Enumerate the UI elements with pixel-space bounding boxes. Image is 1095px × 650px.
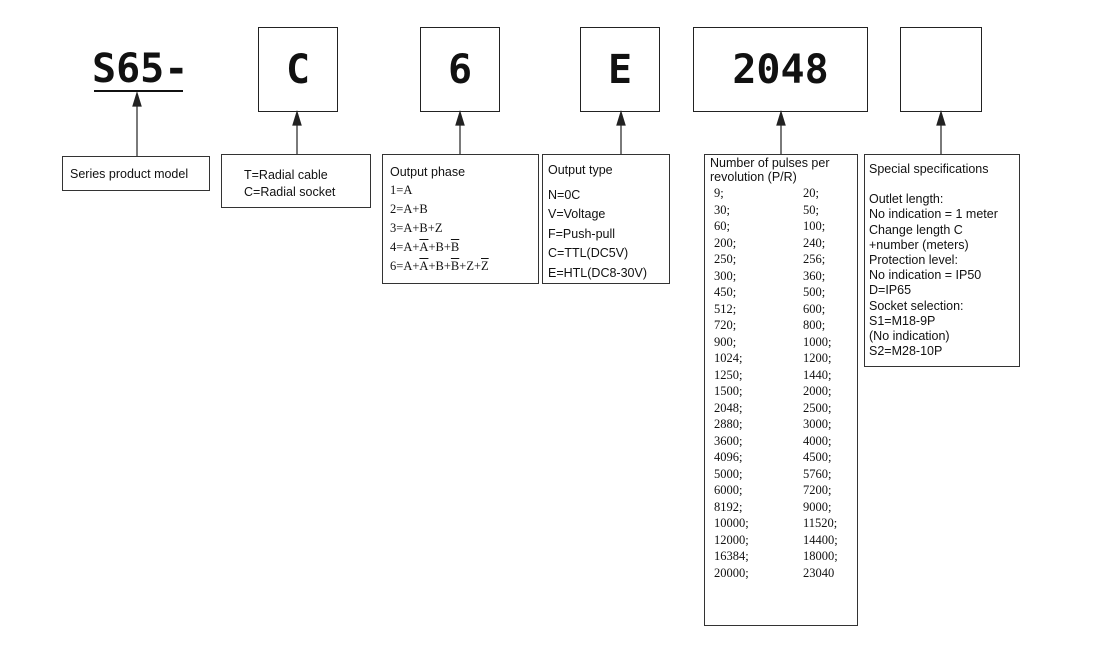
signal-term: B [435,258,444,273]
pulse-value: 12000; [714,532,749,547]
output-phase-title: Output phase [390,165,466,179]
pulse-value: 1500; [714,384,743,398]
model-prefix: S65- [92,46,189,92]
pulse-value: 600; [803,301,826,316]
special-spec-line: Protection level: [869,253,958,268]
special-spec-line: D=IP65 [869,283,912,298]
code-box-special [900,27,982,112]
pulse-value: 2880; [714,417,743,431]
pulse-value: 14400; [803,532,838,547]
special-spec-line: +number (meters) [869,237,969,252]
output-type-title: Output type [548,163,613,177]
pulse-value: 720; [714,318,737,332]
output-phase-option [390,220,538,237]
pulses-box [704,154,858,626]
pulse-value: 60; [714,219,730,233]
output-phase-option [390,258,538,275]
pulse-value: 10000; [714,516,749,530]
pulse-value: 300; [714,268,737,283]
pulse-value: 200; [714,235,737,250]
pulse-value: 50; [803,202,819,217]
pulse-value: 11520; [803,516,838,530]
pulse-value: 500; [803,285,826,299]
signal-term: A [403,258,413,273]
output-phase-option [390,201,538,218]
pulse-value: 900; [714,334,737,349]
output-phase-code: 3= [390,220,404,235]
output-type-option: F=Push-pull [548,226,616,241]
special-spec-line: Change length C [869,222,963,237]
pulse-value: 3000; [803,417,832,431]
output-phase-options [390,182,538,275]
code-box-pulses: 2048 [693,27,868,112]
pulse-value: 5760; [803,466,832,481]
pulse-value: 250; [714,252,737,266]
pulse-value: 3600; [714,433,743,448]
pulse-value: 20000; [714,565,749,580]
output-phase-code: 2= [390,201,404,216]
special-specifications-box [864,154,1020,367]
special-spec-line: (No indication) [869,329,950,344]
pulse-value: 1200; [803,351,832,365]
pulse-value: 256; [803,252,826,266]
signal-term: + [473,258,482,273]
pulse-value: 16384; [714,549,749,563]
pulse-value: 4000; [803,433,832,448]
pulse-value: 1000; [803,334,832,349]
output-type-box [542,154,670,284]
series-label: Series product model [70,167,189,181]
connection-option: T=Radial cable [244,168,328,182]
complement-signal: $\overline{A}$ [419,239,429,254]
signal-term: + [412,258,420,273]
signal-term: + [412,239,420,254]
signal-term: A [403,182,413,197]
output-type-option: E=HTL(DC8-30V) [548,265,647,280]
complement-signal: $\overline{A}$ [419,258,429,273]
pulse-value: 512; [714,301,737,316]
output-phase-box [382,154,539,284]
special-spec-line: No indication = 1 meter [869,207,998,222]
connection-option: C=Radial socket [244,184,336,199]
pulse-value: 100; [803,219,826,233]
pulse-value: 9000; [803,499,832,514]
signal-term: A [403,220,413,235]
signal-term: B [435,239,444,254]
special-spec-line: Socket selection: [869,298,964,313]
pulse-value: 30; [714,202,730,217]
signal-term: + [427,220,435,235]
special-title: Special specifications [869,162,989,176]
special-lines [869,192,1019,359]
pulse-value: 240; [803,235,826,250]
code-box-output-phase: 6 [420,27,500,112]
complement-signal: $\overline{B}$ [450,258,460,273]
signal-term: Z [466,258,474,273]
output-type-option: N=0C [548,187,581,202]
pulse-value: 23040 [803,565,835,580]
pulse-value: 2500; [803,400,832,415]
signal-term: B [419,201,428,216]
signal-term: + [412,201,420,216]
output-phase-option [390,182,538,199]
connection-description-box [221,154,371,208]
signal-term: + [428,258,436,273]
signal-term: Z [434,220,443,235]
pulses-title: Number of pulses per revolution (P/R) [710,156,830,184]
special-spec-line: Outlet length: [869,192,944,207]
complement-signal: $\overline{Z}$ [481,258,489,273]
pulse-value: 4500; [803,450,832,464]
output-phase-code: 4= [390,239,404,254]
signal-term: B [419,220,428,235]
special-spec-line: S1=M18-9P [869,313,936,328]
pulse-value: 2000; [803,384,832,398]
series-description-box [62,156,210,191]
signal-term: + [443,239,451,254]
pulse-value: 7200; [803,483,832,497]
pulse-value: 18000; [803,549,838,563]
signal-term: + [459,258,467,273]
output-phase-code: 1= [390,182,404,197]
pulse-value: 2048; [714,400,743,415]
output-phase-option [390,239,538,256]
pulse-value: 1250; [714,367,743,382]
signal-term: + [428,239,436,254]
output-type-option: C=TTL(DC5V) [548,246,629,260]
pulse-value: 800; [803,318,826,332]
pulse-value: 20; [803,186,819,200]
pulse-value: 450; [714,285,737,299]
pulse-value: 1024; [714,351,743,365]
pulse-value: 9; [714,186,724,200]
special-spec-line: S2=M28-10P [869,344,943,359]
pulse-value: 1440; [803,367,832,382]
pulse-value: 4096; [714,450,743,464]
code-box-output-type: E [580,27,660,112]
complement-signal: $\overline{B}$ [450,239,460,254]
signal-term: + [412,220,420,235]
signal-term: A [403,239,413,254]
output-type-option: V=Voltage [548,207,606,221]
pulse-value: 5000; [714,466,743,481]
pulse-value: 6000; [714,483,743,497]
special-spec-line: No indication = IP50 [869,268,982,283]
signal-term: A [403,201,413,216]
output-phase-code: 6= [390,258,404,273]
pulse-value: 8192; [714,499,743,514]
pulse-value: 360; [803,268,826,283]
signal-term: + [443,258,451,273]
code-box-connection: C [258,27,338,112]
pulses-values [710,185,857,581]
